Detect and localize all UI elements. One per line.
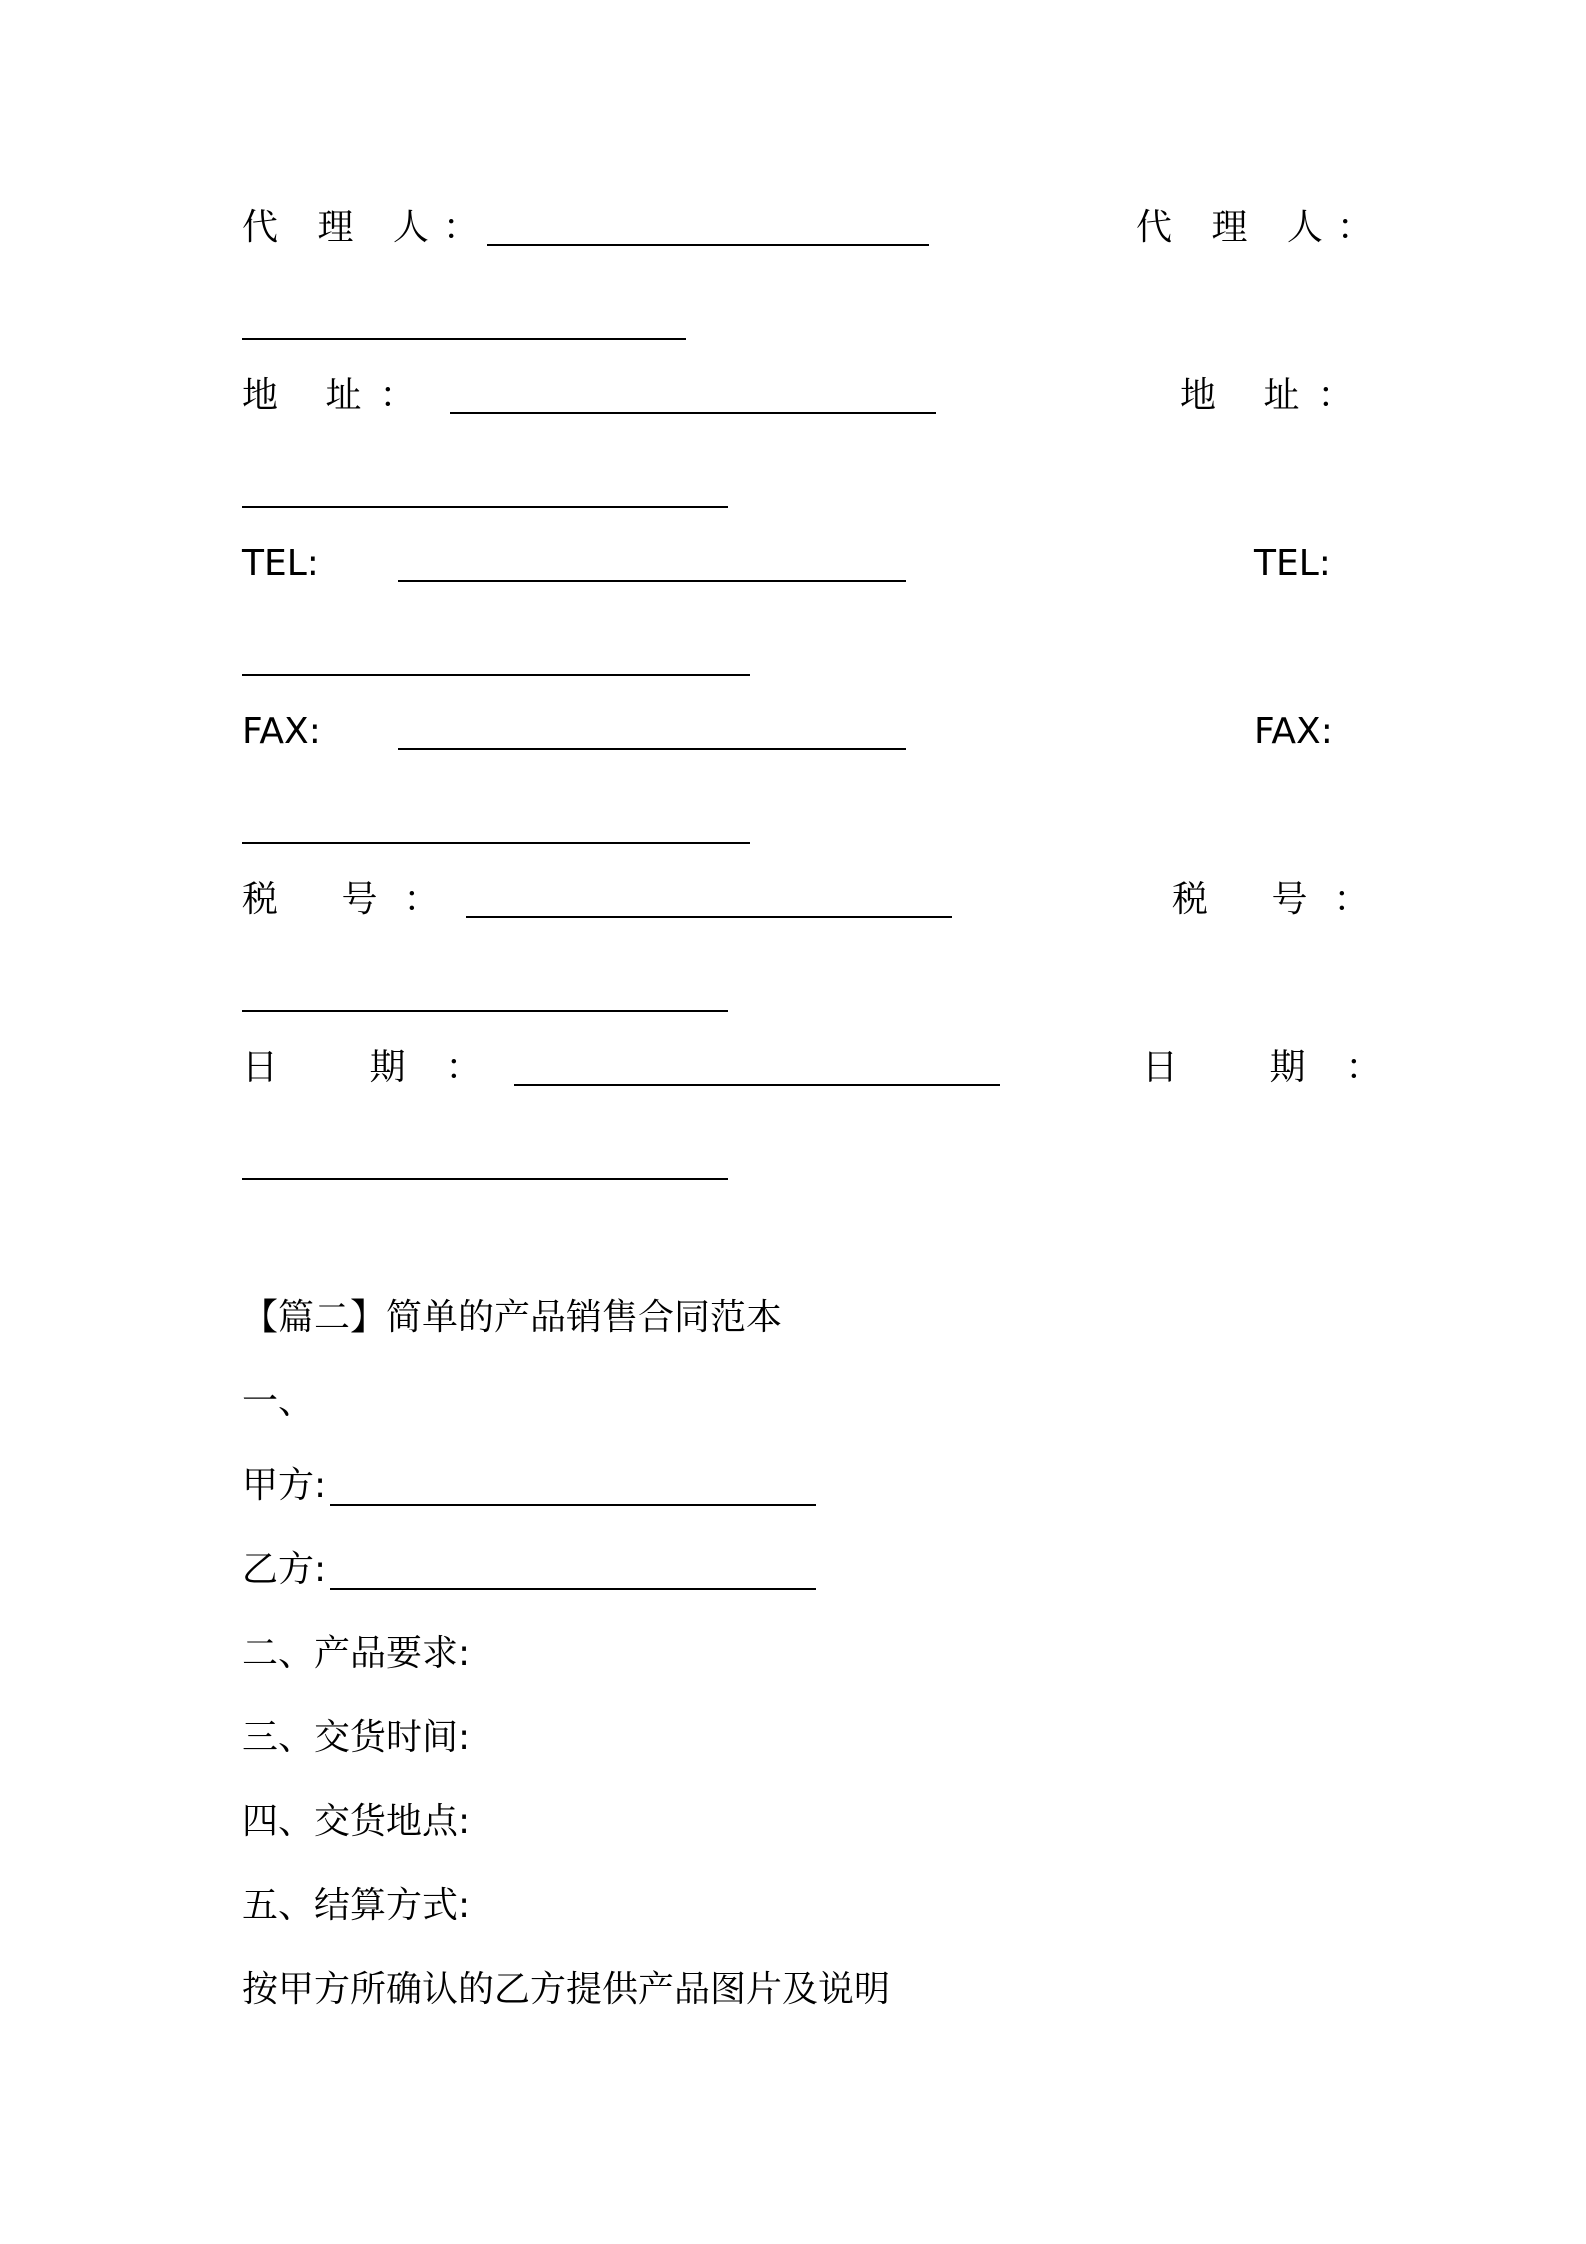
tax-label-right: 税 号： xyxy=(1172,879,1396,920)
address-blank-left[interactable] xyxy=(450,412,936,414)
party-a-blank[interactable] xyxy=(330,1504,816,1506)
fax-blank-left[interactable] xyxy=(398,748,906,750)
address-blank-right[interactable] xyxy=(242,506,728,508)
tax-blank-left[interactable] xyxy=(466,916,952,918)
item-four: 四、交货地点: xyxy=(242,1801,471,1842)
agent-label-right: 代 理 人： xyxy=(1136,207,1387,248)
fax-label-left: FAX: xyxy=(242,711,321,752)
item-five: 五、结算方式: xyxy=(242,1885,471,1926)
agent-blank-left[interactable] xyxy=(487,244,929,246)
fax-blank-right[interactable] xyxy=(242,842,750,844)
date-blank-right[interactable] xyxy=(242,1178,728,1180)
item-three: 三、交货时间: xyxy=(242,1717,471,1758)
party-b-blank[interactable] xyxy=(330,1588,816,1590)
item-two: 二、产品要求: xyxy=(242,1633,471,1674)
tax-label-left: 税 号： xyxy=(242,879,466,920)
party-b-label: 乙方: xyxy=(242,1549,327,1590)
address-label-right: 地 址： xyxy=(1180,375,1372,416)
tel-blank-left[interactable] xyxy=(398,580,906,582)
fax-label-right: FAX: xyxy=(1254,711,1333,752)
agent-blank-right[interactable] xyxy=(242,338,686,340)
date-label-right: 日 期： xyxy=(1142,1047,1422,1088)
address-label-left: 地 址： xyxy=(242,375,434,416)
tel-label-right: TEL: xyxy=(1254,543,1331,584)
tax-blank-right[interactable] xyxy=(242,1010,728,1012)
date-label-left: 日 期： xyxy=(242,1047,522,1088)
tel-label-left: TEL: xyxy=(242,543,319,584)
section-title: 【篇二】简单的产品销售合同范本 xyxy=(242,1297,783,1338)
tel-blank-right[interactable] xyxy=(242,674,750,676)
agent-label-left: 代 理 人： xyxy=(242,207,493,248)
party-a-label: 甲方: xyxy=(242,1465,327,1506)
date-blank-left[interactable] xyxy=(514,1084,1000,1086)
item-one: 一、 xyxy=(242,1381,315,1422)
body-paragraph: 按甲方所确认的乙方提供产品图片及说明 xyxy=(242,1969,891,2010)
